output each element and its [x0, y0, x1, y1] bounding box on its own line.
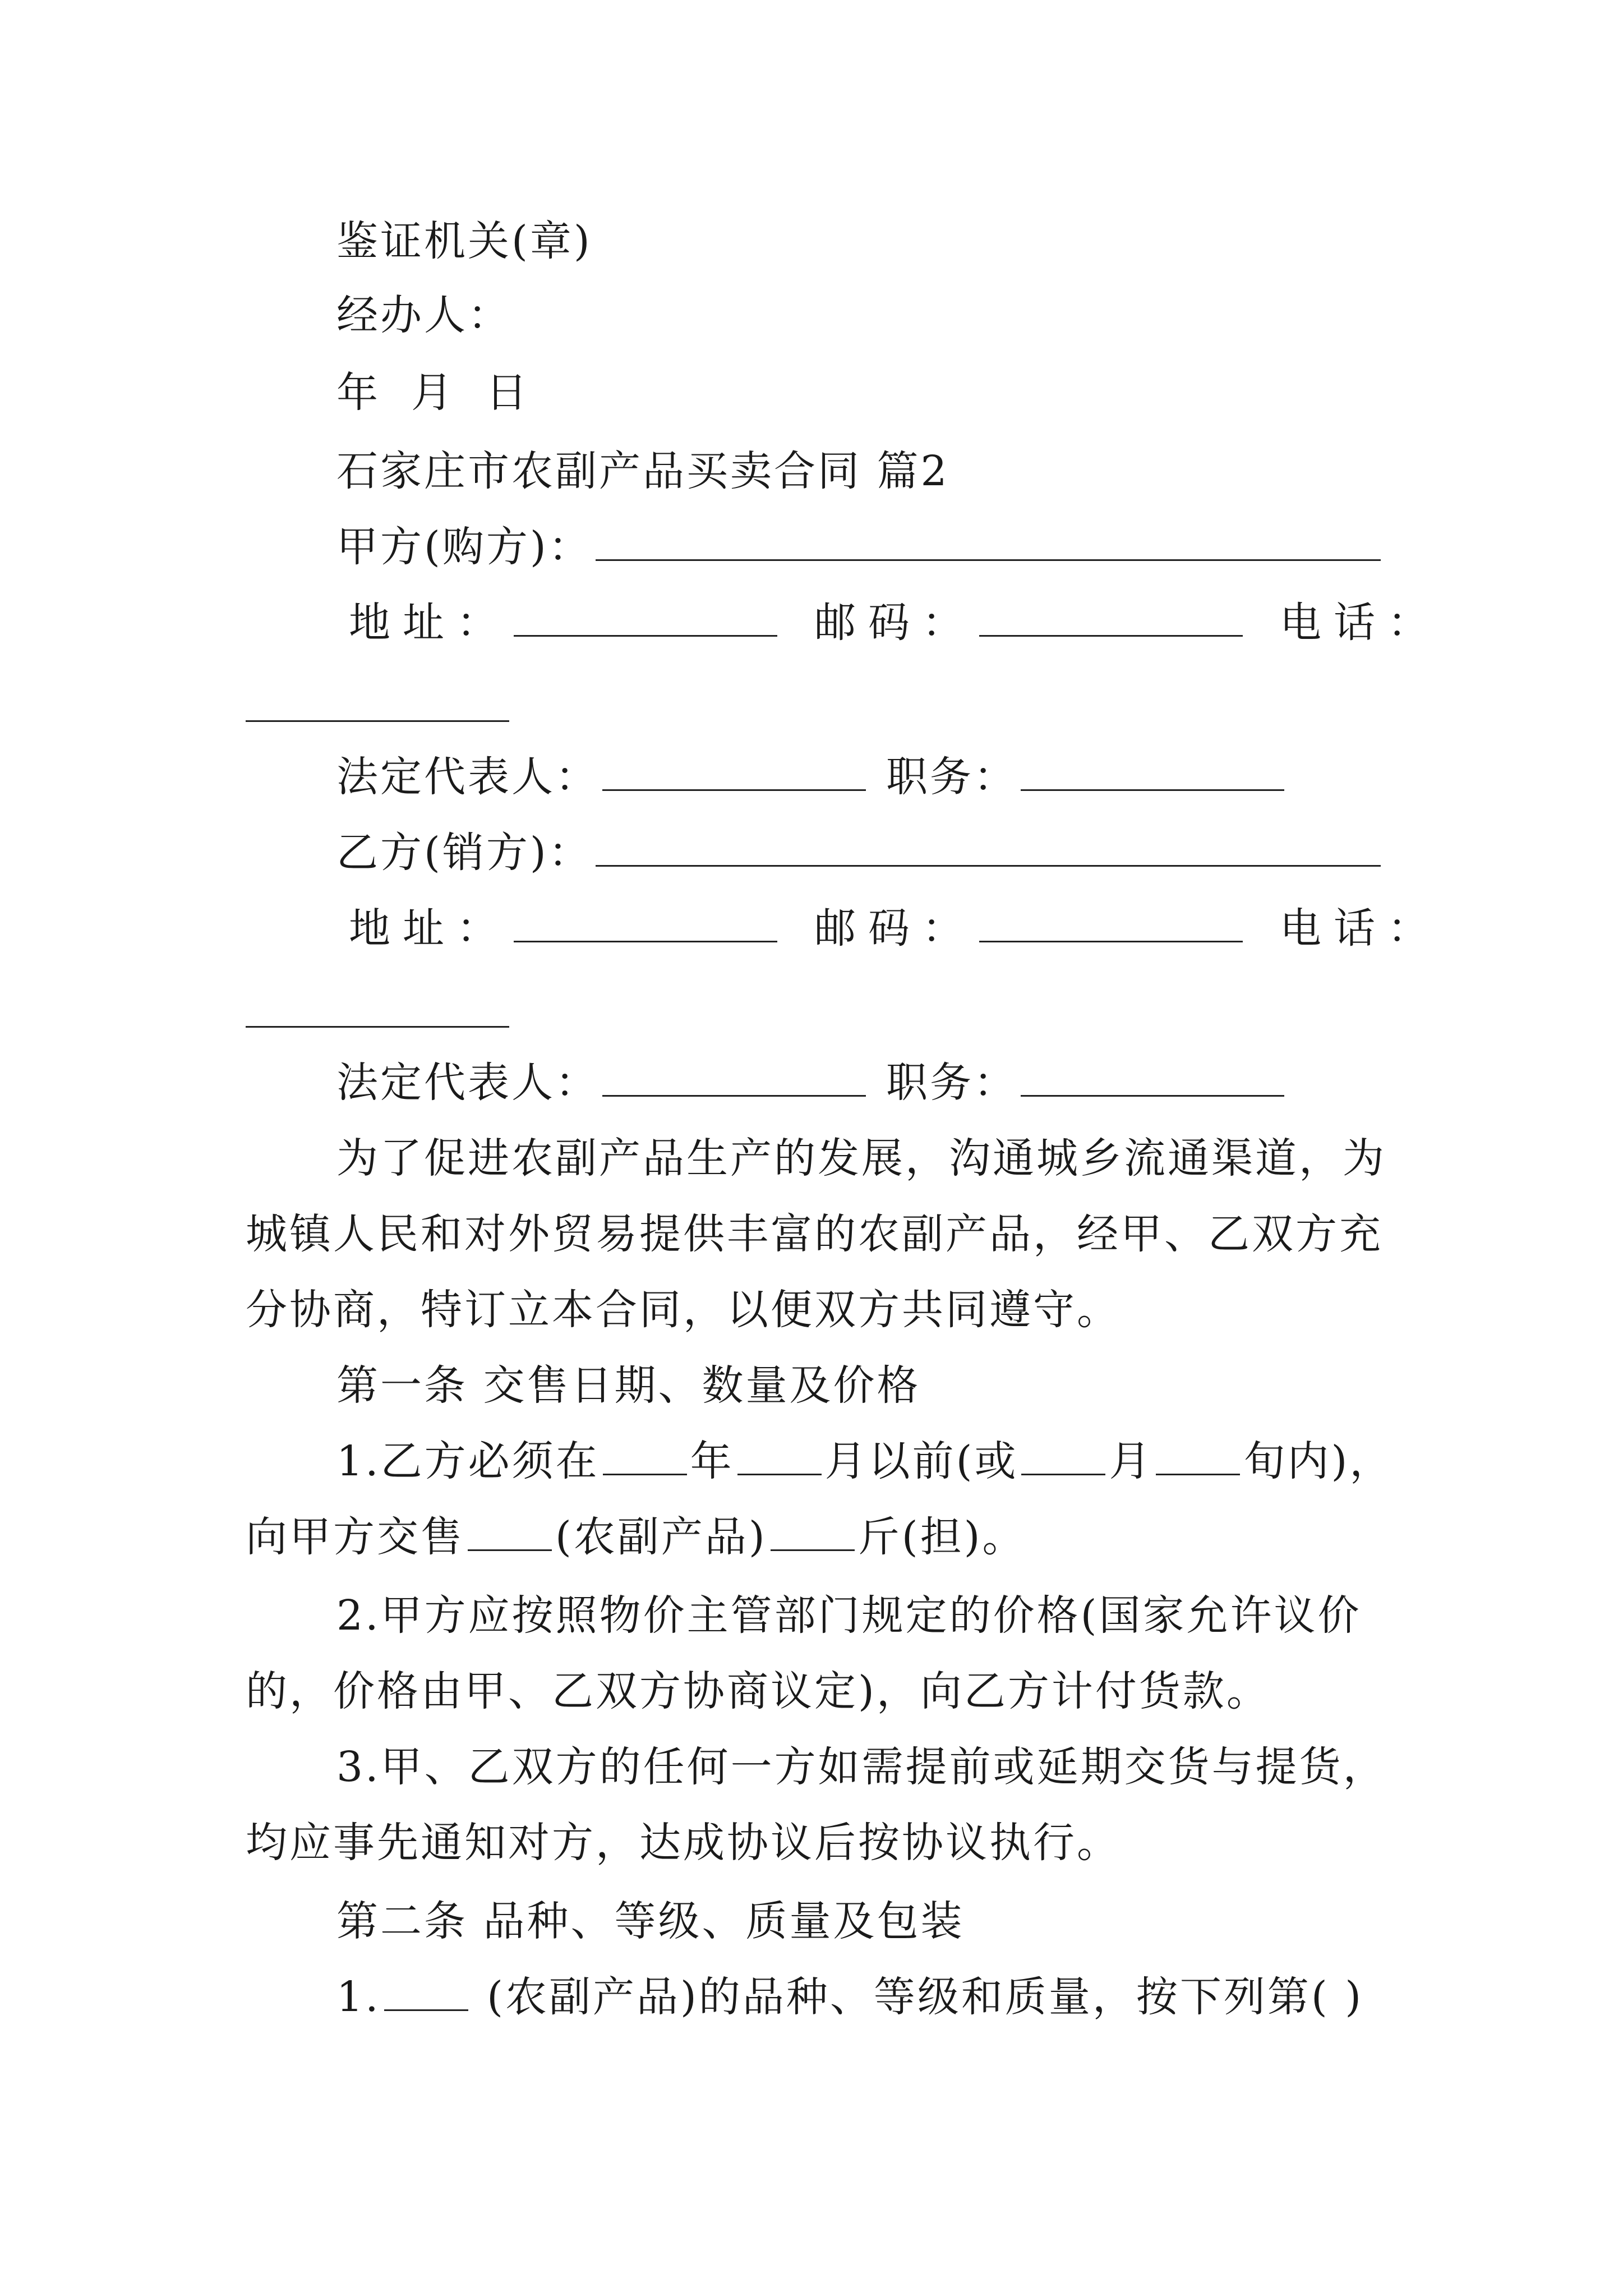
item-3-line-1: 3.甲、乙双方的任何一方如需提前或延期交货与提货， — [336, 1743, 1387, 1791]
item-3-line-2: 均应事先通知对方，达成协议后按协议执行。 — [246, 1819, 1121, 1867]
preamble-line-2: 城镇人民和对外贸易提供丰富的农副产品，经甲、乙双方充 — [246, 1210, 1383, 1258]
party-b-contact-line: 地址： 邮码： 电话： — [349, 904, 1441, 953]
party-b-phone-blank[interactable] — [246, 1025, 509, 1028]
item-2-line-1: 2.甲方应按照物价主管部门规定的价格(国家允许议价 — [336, 1591, 1362, 1640]
party-b-line: 乙方(销方)： — [336, 825, 1384, 881]
party-b-address-blank[interactable] — [514, 907, 777, 942]
certifying-authority-seal: 鉴证机关(章) — [336, 217, 592, 265]
party-b-zip-blank[interactable] — [979, 907, 1243, 942]
party-b-blank[interactable] — [596, 831, 1381, 867]
handler-label: 经办人： — [336, 291, 511, 339]
item-2-line-2: 的，价格由甲、乙双方协商议定)，向乙方计付货款。 — [246, 1667, 1270, 1715]
party-a-rep-line: 法定代表人： 职务： — [336, 749, 1288, 805]
alt-month-blank[interactable] — [1021, 1440, 1105, 1475]
party-a-title-blank[interactable] — [1021, 756, 1284, 791]
date-line: 年 月 日 — [336, 369, 530, 417]
product-name-blank[interactable] — [384, 1976, 468, 2011]
party-a-line: 甲方(购方)： — [336, 519, 1384, 575]
party-a-rep-blank[interactable] — [602, 756, 866, 791]
quantity-blank[interactable] — [771, 1516, 855, 1551]
item-1-line-2: 向甲方交售 (农副产品) 斤(担)。 — [246, 1513, 1026, 1561]
party-a-address-blank[interactable] — [514, 601, 777, 637]
product-blank[interactable] — [468, 1516, 552, 1551]
preamble-line-1: 为了促进农副产品生产的发展，沟通城乡流通渠道，为 — [336, 1134, 1386, 1182]
contract-title: 石家庄市农副产品买卖合同 篇2 — [336, 447, 949, 495]
article-2-item-1: 1. (农副产品)的品种、等级和质量，按下列第( ) — [336, 1973, 1364, 2021]
party-a-contact-line: 地址： 邮码： 电话： — [349, 599, 1441, 647]
article-2-heading: 第二条 品种、等级、质量及包装 — [336, 1897, 965, 1945]
preamble-line-3: 分协商，特订立本合同，以便双方共同遵守。 — [246, 1286, 1121, 1334]
article-1-heading: 第一条 交售日期、数量及价格 — [336, 1361, 921, 1410]
party-b-rep-blank[interactable] — [602, 1061, 866, 1097]
party-a-zip-blank[interactable] — [979, 601, 1243, 637]
party-b-title-blank[interactable] — [1021, 1061, 1284, 1097]
ten-day-blank[interactable] — [1156, 1440, 1240, 1475]
party-a-phone-blank[interactable] — [246, 719, 509, 722]
item-1-line-1: 1.乙方必须在 年 月以前(或 月 旬内)， — [336, 1437, 1394, 1485]
party-a-blank[interactable] — [596, 526, 1381, 561]
month-blank[interactable] — [737, 1440, 822, 1475]
year-blank[interactable] — [603, 1440, 687, 1475]
party-b-rep-line: 法定代表人： 职务： — [336, 1055, 1288, 1111]
